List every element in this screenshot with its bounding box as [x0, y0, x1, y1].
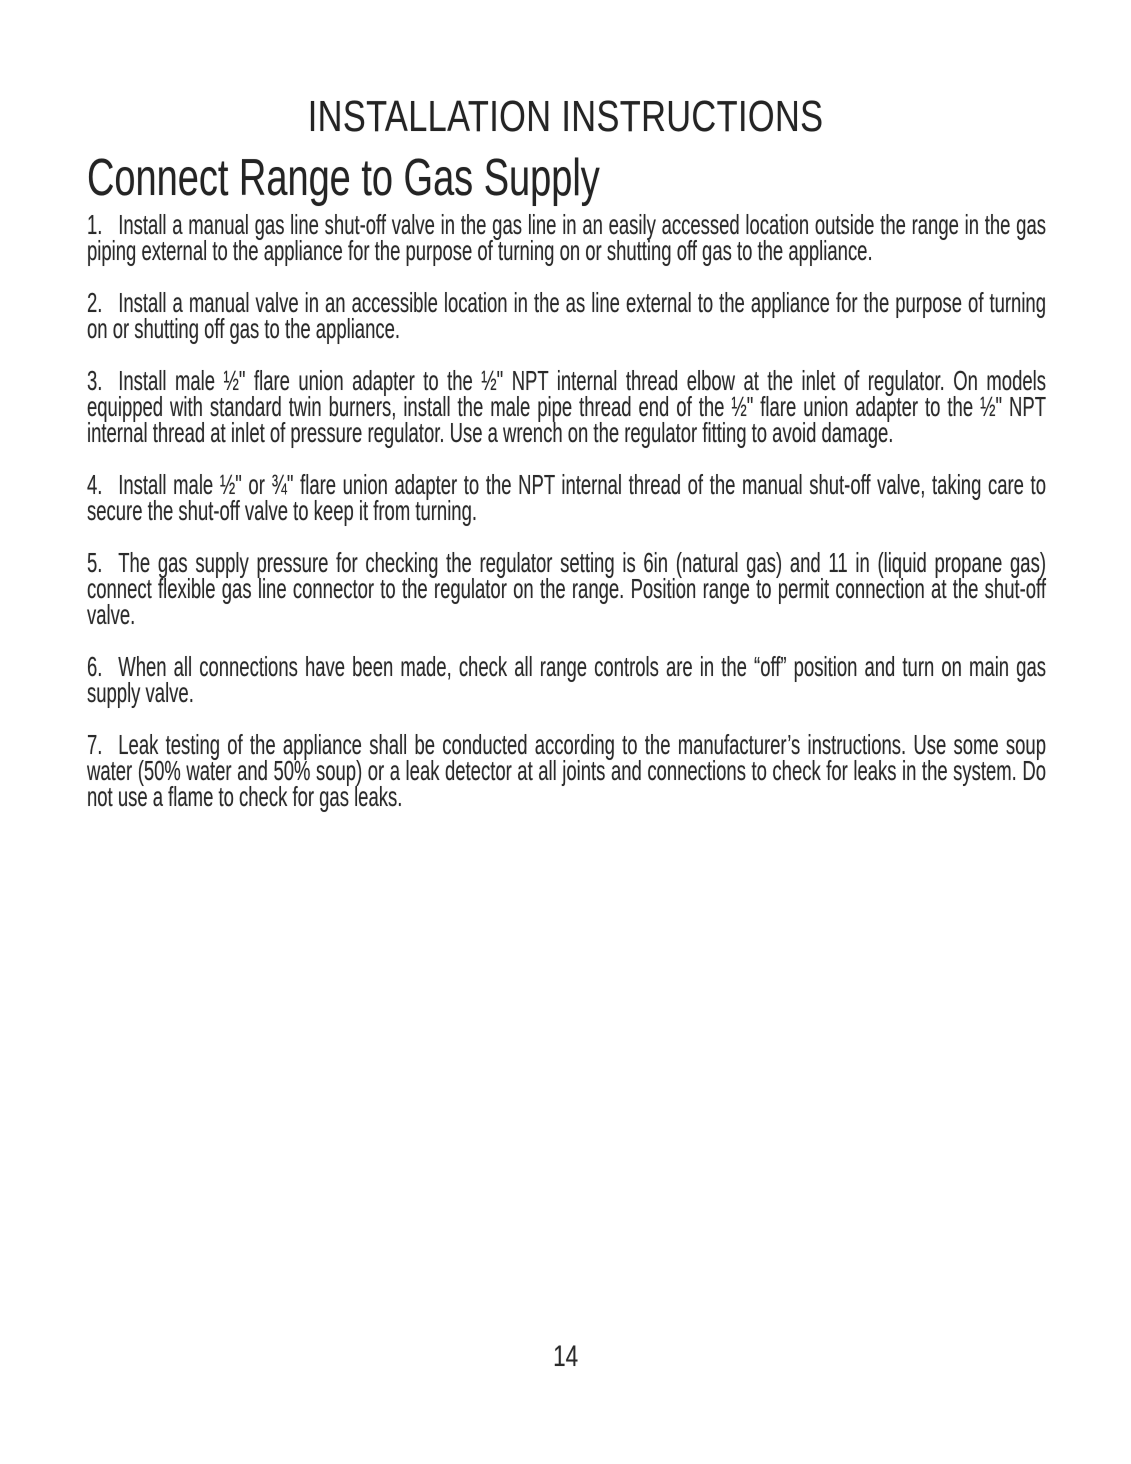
instruction-text: Install a manual gas line shut-off valve in the gas line in an easily accessed location outside the range in the gas piping external to the appliance for the purpose of turning on or shutting off gas to the appliance.: [87, 209, 1046, 266]
instruction-number: 6.: [87, 651, 103, 682]
instruction-text: When all connections have been made, check all range controls are in the “off” position and turn on main gas supply valve.: [87, 651, 1046, 708]
instruction-text: Install male ½" or ¾" flare union adapter to the NPT internal thread of the manual shut-off valve, taking care to secure the shut-off valve to keep it from turning.: [87, 469, 1046, 526]
instruction-number: 1.: [87, 209, 103, 240]
instruction-number: 5.: [87, 547, 103, 578]
instruction-text: Install a manual valve in an accessible location in the as line external to the appliance for the purpose of turning on or shutting off gas to the appliance.: [87, 287, 1046, 344]
instructions-list: [87, 209, 1046, 836]
page-title-text: INSTALLATION INSTRUCTIONS: [307, 92, 824, 141]
instruction-text: Install male ½" flare union adapter to the ½" NPT internal thread elbow at the inlet of regulator. On models equipped with standard twin burners, install the male pipe thread end of the ½" flare union adapter to the ½" NPT internal thread at inlet of pressure regulator. Use a wrench on the regulator fitting to avoid damage.: [87, 365, 1046, 448]
instruction-item-3: [87, 365, 1046, 448]
instruction-item-2: [87, 287, 1046, 344]
page-number-text: 14: [552, 1340, 579, 1373]
instruction-item-5: [87, 547, 1046, 630]
page-number: [0, 1340, 1131, 1374]
instruction-number: 2.: [87, 287, 103, 318]
section-heading: [87, 148, 789, 208]
page-title: [0, 92, 1131, 142]
section-heading-text: Connect Range to Gas Supply: [87, 149, 600, 207]
instruction-number: 7.: [87, 729, 103, 760]
instruction-item-4: [87, 469, 1046, 526]
instruction-item-1: [87, 209, 1046, 266]
instruction-text: Leak testing of the appliance shall be conducted according to the manufacturer’s instructions. Use some soup water (50% water and 50% soup) or a leak detector at all joints and connections to check for leaks in the system. Do not use a flame to check for gas leaks.: [87, 729, 1046, 812]
instruction-item-6: [87, 651, 1046, 708]
instruction-item-7: [87, 729, 1046, 812]
instruction-number: 3.: [87, 365, 103, 396]
instruction-text: The gas supply pressure for checking the regulator setting is 6in (natural gas) and 11 in (liquid propane gas) connect flexible gas line connector to the regulator on the range. Position range to permit connection at the shut-off valve.: [87, 547, 1046, 630]
instruction-number: 4.: [87, 469, 103, 500]
